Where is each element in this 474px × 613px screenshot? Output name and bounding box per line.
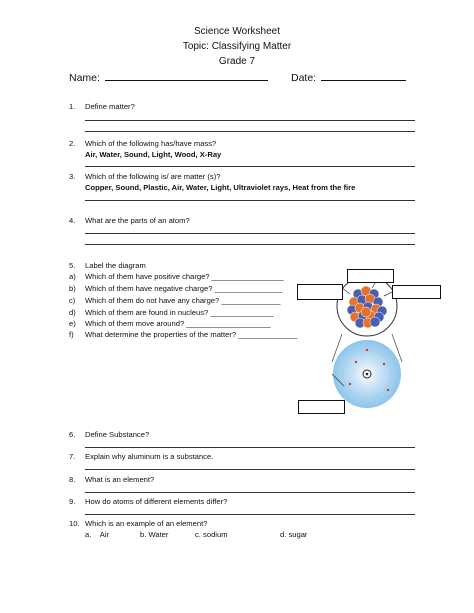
option-letter: d. <box>280 530 287 539</box>
answer-line[interactable] <box>85 131 415 132</box>
question-number: 9. <box>69 497 76 506</box>
question-number: 5. <box>69 261 76 270</box>
option-c[interactable] <box>195 530 228 539</box>
option-a[interactable] <box>85 530 109 539</box>
question-text: Define matter? <box>85 102 135 111</box>
option-d[interactable] <box>280 530 307 539</box>
label-box-bottom[interactable] <box>298 400 345 414</box>
label-box-right[interactable] <box>392 285 441 299</box>
question-text: Which of the following is/ are matter (s)? <box>85 172 221 181</box>
label-box-left[interactable] <box>297 284 343 300</box>
question-options: Copper, Sound, Plastic, Air, Water, Light, Ultraviolet rays, Heat from the fire <box>85 183 356 192</box>
answer-line[interactable] <box>85 233 415 234</box>
worksheet-grade: Grade 7 <box>218 56 256 67</box>
answer-line[interactable] <box>85 492 415 493</box>
question-number: 1. <box>69 102 76 111</box>
item-letter: f) <box>69 330 74 339</box>
option-text: Water <box>148 530 169 539</box>
question-text: How do atoms of different elements differ? <box>85 497 228 506</box>
item-text: What determine the properties of the matter? ______________ <box>85 330 298 339</box>
question-number: 2. <box>69 139 76 148</box>
answer-line[interactable] <box>85 447 415 448</box>
name-blank[interactable] <box>105 71 268 81</box>
option-text: sodium <box>203 530 228 539</box>
date-blank[interactable] <box>321 71 406 81</box>
item-letter: a) <box>69 272 76 281</box>
option-text: Air <box>99 530 110 539</box>
date-label: Date: <box>291 72 317 84</box>
electron <box>387 389 389 391</box>
item-text: Which of them have negative charge? ________________ <box>85 284 283 293</box>
label-box-top[interactable] <box>347 269 394 283</box>
electron <box>349 383 351 385</box>
question-number: 8. <box>69 475 76 484</box>
option-letter: b. <box>140 530 147 539</box>
option-text: sugar <box>288 530 308 539</box>
question-text: Which is an example of an element? <box>85 519 208 528</box>
item-letter: b) <box>69 284 76 293</box>
answer-line[interactable] <box>85 120 415 121</box>
item-text: Which of them have positive charge? _________________ <box>85 272 284 281</box>
option-b[interactable] <box>140 530 168 539</box>
name-label: Name: <box>69 72 100 84</box>
item-letter: e) <box>69 319 76 328</box>
answer-line[interactable] <box>85 200 415 201</box>
item-text: Which of them do not have any charge? ______________ <box>85 296 281 305</box>
date-field <box>291 71 406 84</box>
nucleus-dot <box>366 373 369 376</box>
question-text: Explain why aluminum is a substance. <box>85 452 214 461</box>
electron <box>355 361 357 363</box>
question-text: What are the parts of an atom? <box>85 216 190 225</box>
question-text: What is an element? <box>85 475 155 484</box>
option-letter: a. <box>85 530 92 539</box>
proton <box>361 307 371 317</box>
answer-line[interactable] <box>85 244 415 245</box>
question-text: Which of the following has/have mass? <box>85 139 217 148</box>
question-number: 10. <box>69 519 80 528</box>
item-text: Which of them move around? ____________________ <box>85 319 271 328</box>
question-text: Label the diagram <box>85 261 146 270</box>
answer-line[interactable] <box>85 166 415 167</box>
answer-line[interactable] <box>85 469 415 470</box>
item-letter: d) <box>69 308 76 317</box>
question-number: 6. <box>69 430 76 439</box>
name-field <box>69 71 268 84</box>
question-number: 3. <box>69 172 76 181</box>
answer-line[interactable] <box>85 514 415 515</box>
item-text: Which of them are found in nucleus? _______________ <box>85 308 274 317</box>
question-options: Air, Water, Sound, Light, Wood, X-Ray <box>85 150 222 159</box>
neutron <box>370 317 380 327</box>
question-text: Define Substance? <box>85 430 150 439</box>
question-number: 4. <box>69 216 76 225</box>
option-letter: c. <box>195 530 201 539</box>
electron <box>366 349 368 351</box>
worksheet-title: Science Worksheet <box>194 26 280 37</box>
question-number: 7. <box>69 452 76 461</box>
electron <box>383 363 385 365</box>
worksheet-topic: Topic: Classifying Matter <box>182 41 292 52</box>
item-letter: c) <box>69 296 76 305</box>
